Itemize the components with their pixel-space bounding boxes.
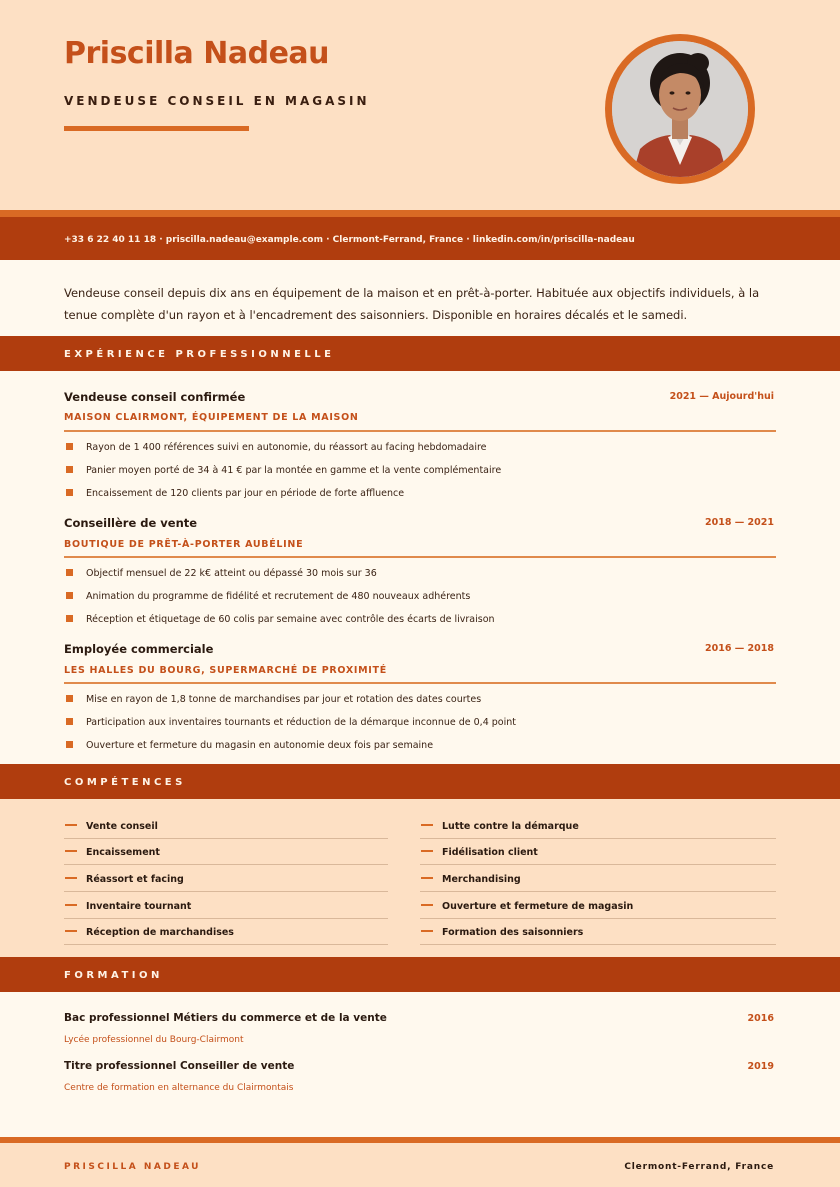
company-name: BOUTIQUE DE PRÊT-À-PORTER AUBÉLINE	[64, 539, 304, 550]
job-bullet: Animation du programme de fidélité et recrutement de 480 nouveaux adhérents	[86, 591, 471, 602]
skill-item: Réassort et facing	[86, 874, 184, 885]
contact-line: +33 6 22 40 11 18 · priscilla.nadeau@example.com · Clermont-Ferrand, France · linkedin.com/in/priscilla-nadeau	[64, 235, 635, 245]
dash-icon	[65, 904, 77, 906]
dash-icon	[65, 877, 77, 879]
job-title: Conseillère de vente	[64, 516, 198, 530]
skill-divider	[420, 918, 776, 919]
job-bullet: Ouverture et fermeture du magasin en autonomie deux fois par semaine	[86, 740, 434, 751]
skill-divider	[64, 944, 388, 945]
skill-divider	[64, 864, 388, 865]
bullet-square-icon	[66, 741, 73, 748]
degree-title: Titre professionnel Conseiller de vente	[64, 1060, 295, 1072]
accent-line	[64, 126, 249, 131]
skill-item: Lutte contre la démarque	[442, 821, 579, 832]
degree-title: Bac professionnel Métiers du commerce et de la vente	[64, 1012, 387, 1024]
section-title-experience: EXPÉRIENCE PROFESSIONNELLE	[64, 349, 335, 360]
degree-year: 2019	[747, 1061, 774, 1072]
header-stripe	[0, 210, 840, 217]
footer-location: Clermont-Ferrand, France	[624, 1162, 774, 1172]
bullet-square-icon	[66, 489, 73, 496]
portrait-illustration	[612, 41, 748, 177]
skill-divider	[420, 838, 776, 839]
skill-divider	[64, 838, 388, 839]
skill-divider	[420, 864, 776, 865]
profile-photo	[612, 41, 748, 177]
job-bullet: Panier moyen porté de 34 à 41 € par la montée en gamme et la vente complémentaire	[86, 465, 502, 476]
bullet-square-icon	[66, 569, 73, 576]
school-name: Centre de formation en alternance du Clairmontais	[64, 1083, 294, 1093]
job-bullet: Réception et étiquetage de 60 colis par semaine avec contrôle des écarts de livraison	[86, 614, 495, 625]
skill-divider	[64, 891, 388, 892]
job-bullet: Rayon de 1 400 références suivi en autonomie, du réassort au facing hebdomadaire	[86, 442, 487, 453]
section-title-skills: COMPÉTENCES	[64, 777, 186, 788]
job-date: 2018 — 2021	[705, 517, 774, 528]
job-divider	[64, 430, 776, 432]
skill-item: Encaissement	[86, 847, 160, 858]
dash-icon	[421, 930, 433, 932]
dash-icon	[65, 850, 77, 852]
job-bullet: Participation aux inventaires tournants et réduction de la démarque inconnue de 0,4 point	[86, 717, 516, 728]
bullet-square-icon	[66, 466, 73, 473]
company-name: MAISON CLAIRMONT, ÉQUIPEMENT DE LA MAISON	[64, 412, 359, 423]
skill-item: Ouverture et fermeture de magasin	[442, 901, 634, 912]
job-title: Employée commerciale	[64, 642, 214, 656]
bullet-square-icon	[66, 592, 73, 599]
bullet-square-icon	[66, 615, 73, 622]
skill-item: Vente conseil	[86, 821, 158, 832]
job-role: VENDEUSE CONSEIL EN MAGASIN	[64, 94, 370, 108]
job-divider	[64, 556, 776, 558]
candidate-name: Priscilla Nadeau	[64, 36, 330, 71]
school-name: Lycée professionnel du Bourg-Clairmont	[64, 1035, 244, 1045]
dash-icon	[421, 904, 433, 906]
skill-item: Fidélisation client	[442, 847, 538, 858]
job-bullet: Objectif mensuel de 22 k€ atteint ou dépassé 30 mois sur 36	[86, 568, 377, 579]
footer-name: PRISCILLA NADEAU	[64, 1162, 201, 1172]
skill-item: Réception de marchandises	[86, 927, 234, 938]
skill-item: Inventaire tournant	[86, 901, 192, 912]
degree-year: 2016	[747, 1013, 774, 1024]
job-date: 2021 — Aujourd'hui	[669, 391, 774, 402]
job-title: Vendeuse conseil confirmée	[64, 390, 246, 404]
dash-icon	[421, 850, 433, 852]
dash-icon	[65, 824, 77, 826]
dash-icon	[421, 877, 433, 879]
skill-item: Formation des saisonniers	[442, 927, 584, 938]
skill-divider	[420, 944, 776, 945]
profile-summary: Vendeuse conseil depuis dix ans en équipement de la maison et en prêt-à-porter. Habituée aux objectifs individuels, à la tenue complète d'un rayon et à l'encadrement des saisonniers. Disponible en horaires décalés et le samedi.	[64, 286, 760, 322]
bullet-square-icon	[66, 443, 73, 450]
job-bullet: Encaissement de 120 clients par jour en période de forte affluence	[86, 488, 405, 499]
bullet-square-icon	[66, 718, 73, 725]
dash-icon	[65, 930, 77, 932]
bullet-square-icon	[66, 695, 73, 702]
dash-icon	[421, 824, 433, 826]
skill-divider	[420, 891, 776, 892]
section-title-education: FORMATION	[64, 970, 163, 981]
job-divider	[64, 682, 776, 684]
skill-item: Merchandising	[442, 874, 521, 885]
company-name: LES HALLES DU BOURG, SUPERMARCHÉ DE PROXIMITÉ	[64, 665, 387, 676]
job-bullet: Mise en rayon de 1,8 tonne de marchandises par jour et rotation des dates courtes	[86, 694, 482, 705]
skill-divider	[64, 918, 388, 919]
job-date: 2016 — 2018	[705, 643, 774, 654]
